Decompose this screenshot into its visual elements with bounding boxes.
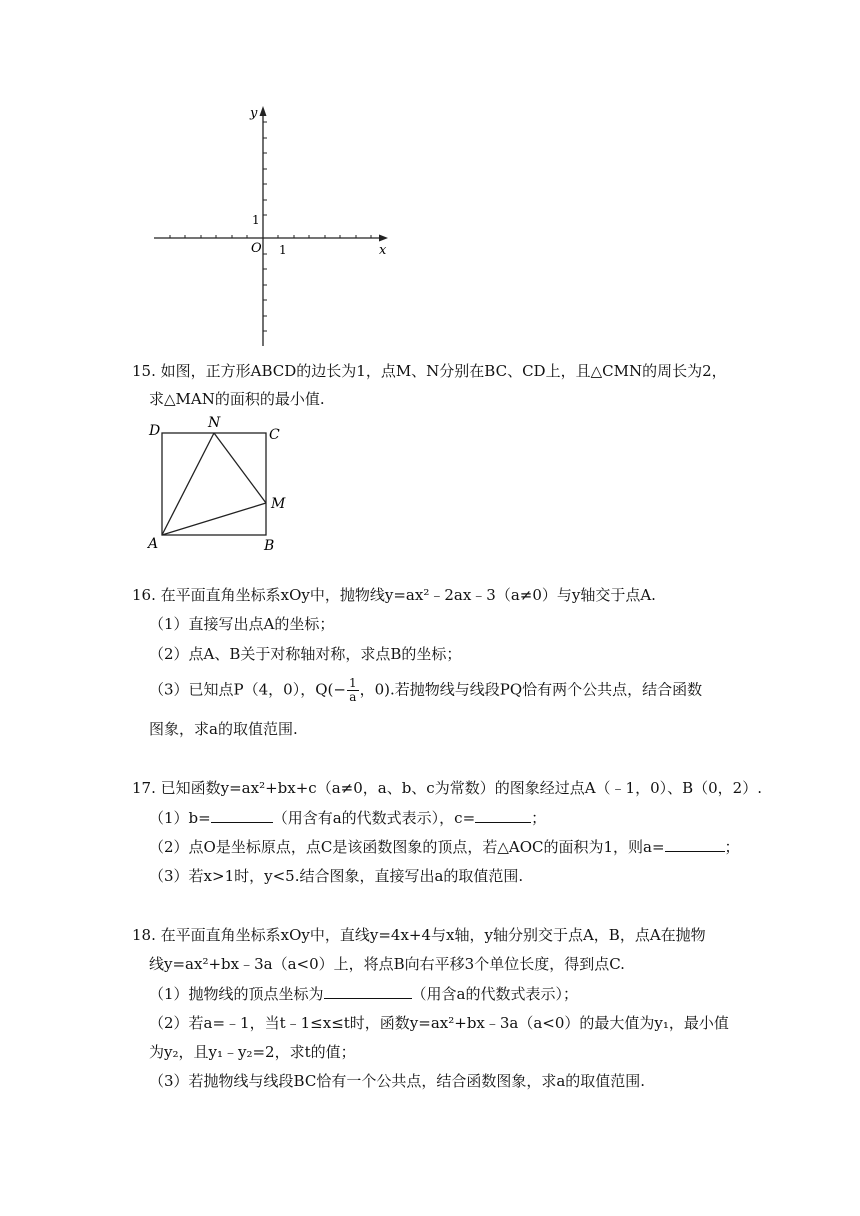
q17-blank-b: [211, 808, 273, 823]
q18-part2-line2: 为y₂，且y₁﹣y₂=2，求t的值；: [149, 1043, 356, 1061]
q17-stem: [132, 778, 762, 798]
q15-text2: 求△MAN的面积的最小值.: [149, 390, 325, 408]
q16-neg-sign: −: [333, 680, 346, 699]
q18-part2-line1: （2）若a=﹣1，当t﹣1≤x≤t时，函数y=ax²+bx﹣3a（a<0）的最大值为y₁，最小值: [149, 1014, 729, 1032]
q18-number: 18.: [132, 926, 156, 944]
q18-line2: 线y=ax²+bx﹣3a（a<0）上，将点B向右平移3个单位长度，得到点C.: [149, 955, 625, 973]
q18-part1-post: （用含a的代数式表示）；: [411, 985, 578, 1003]
q17-blank-a: [665, 837, 725, 852]
q18-part1: [149, 984, 578, 1004]
q17-part1-pre: （1）b=: [149, 809, 211, 827]
label-B: B: [264, 538, 275, 554]
square-abcd-figure: [144, 412, 294, 554]
q16-part3-pre: （3）已知点P（4，0），: [149, 680, 316, 699]
q16-number: 16.: [132, 586, 156, 604]
q16-part3-post: .若抛物线与线段PQ恰有两个公共点，结合函数: [390, 680, 703, 699]
q17-part1: [149, 808, 546, 828]
q17-part1-mid: （用含有a的代数式表示），c=: [272, 809, 476, 827]
x-tick-label: 1: [279, 243, 287, 257]
q17-part2: [149, 837, 740, 857]
q17-stem-text: 已知函数y=ax²+bx+c（a≠0，a、b、c为常数）的图象经过点A（﹣1，0）、B（0，2）.: [160, 779, 762, 797]
y-tick-label: 1: [252, 213, 260, 227]
label-N: N: [208, 415, 221, 431]
x-axis-label: x: [379, 243, 387, 258]
q17-part3: （3）若x>1时，y<5.结合图象，直接写出a的取值范围.: [149, 867, 524, 885]
q16-part3: [149, 677, 702, 704]
q16-point-q: Q(: [315, 680, 334, 699]
q16-part3-line2: 图象，求a的取值范围.: [149, 720, 298, 738]
origin-label: O: [251, 241, 262, 256]
coordinate-axes-figure: [148, 96, 398, 352]
q16-point-q-end: ，0): [359, 680, 391, 699]
q18-part3: （3）若抛物线与线段BC恰有一个公共点，结合函数图象，求a的取值范围.: [149, 1072, 646, 1090]
q15-number: 15.: [132, 362, 156, 380]
q18-line1: [132, 925, 706, 945]
q15-text1: 如图，正方形ABCD的边长为1，点M、N分别在BC、CD上，且△CMN的周长为2，: [160, 362, 727, 380]
label-A: A: [148, 536, 159, 552]
label-M: M: [271, 496, 286, 512]
q16-part1: （1）直接写出点A的坐标；: [149, 615, 335, 633]
q17-part2-end: ；: [724, 838, 740, 856]
q15-line2: [149, 389, 325, 409]
q16-stem-text: 在平面直角坐标系xOy中，抛物线y=ax²﹣2ax﹣3（a≠0）与y轴交于点A.: [160, 586, 656, 604]
label-C: C: [269, 427, 280, 443]
q17-part2-pre: （2）点O是坐标原点，点C是该函数图象的顶点，若△AOC的面积为1，则a=: [149, 838, 665, 856]
q16-fraction: [347, 677, 359, 704]
q17-blank-c: [475, 808, 531, 823]
q16-stem: [132, 585, 656, 605]
q18-blank-vertex: [324, 984, 412, 999]
label-D: D: [149, 423, 161, 439]
q18-line1-text: 在平面直角坐标系xOy中，直线y=4x+4与x轴，y轴分别交于点A，B，点A在抛物: [160, 926, 706, 944]
q15-line1: [132, 361, 727, 381]
y-axis-label: y: [250, 106, 258, 121]
q17-number: 17.: [132, 779, 156, 797]
q18-part1-pre: （1）抛物线的顶点坐标为: [149, 985, 324, 1003]
q16-frac-den: a: [349, 690, 357, 704]
q17-part1-end: ；: [531, 809, 547, 827]
q16-frac-num: 1: [348, 676, 357, 690]
q16-part2: （2）点A、B关于对称轴对称，求点B的坐标；: [149, 645, 462, 663]
